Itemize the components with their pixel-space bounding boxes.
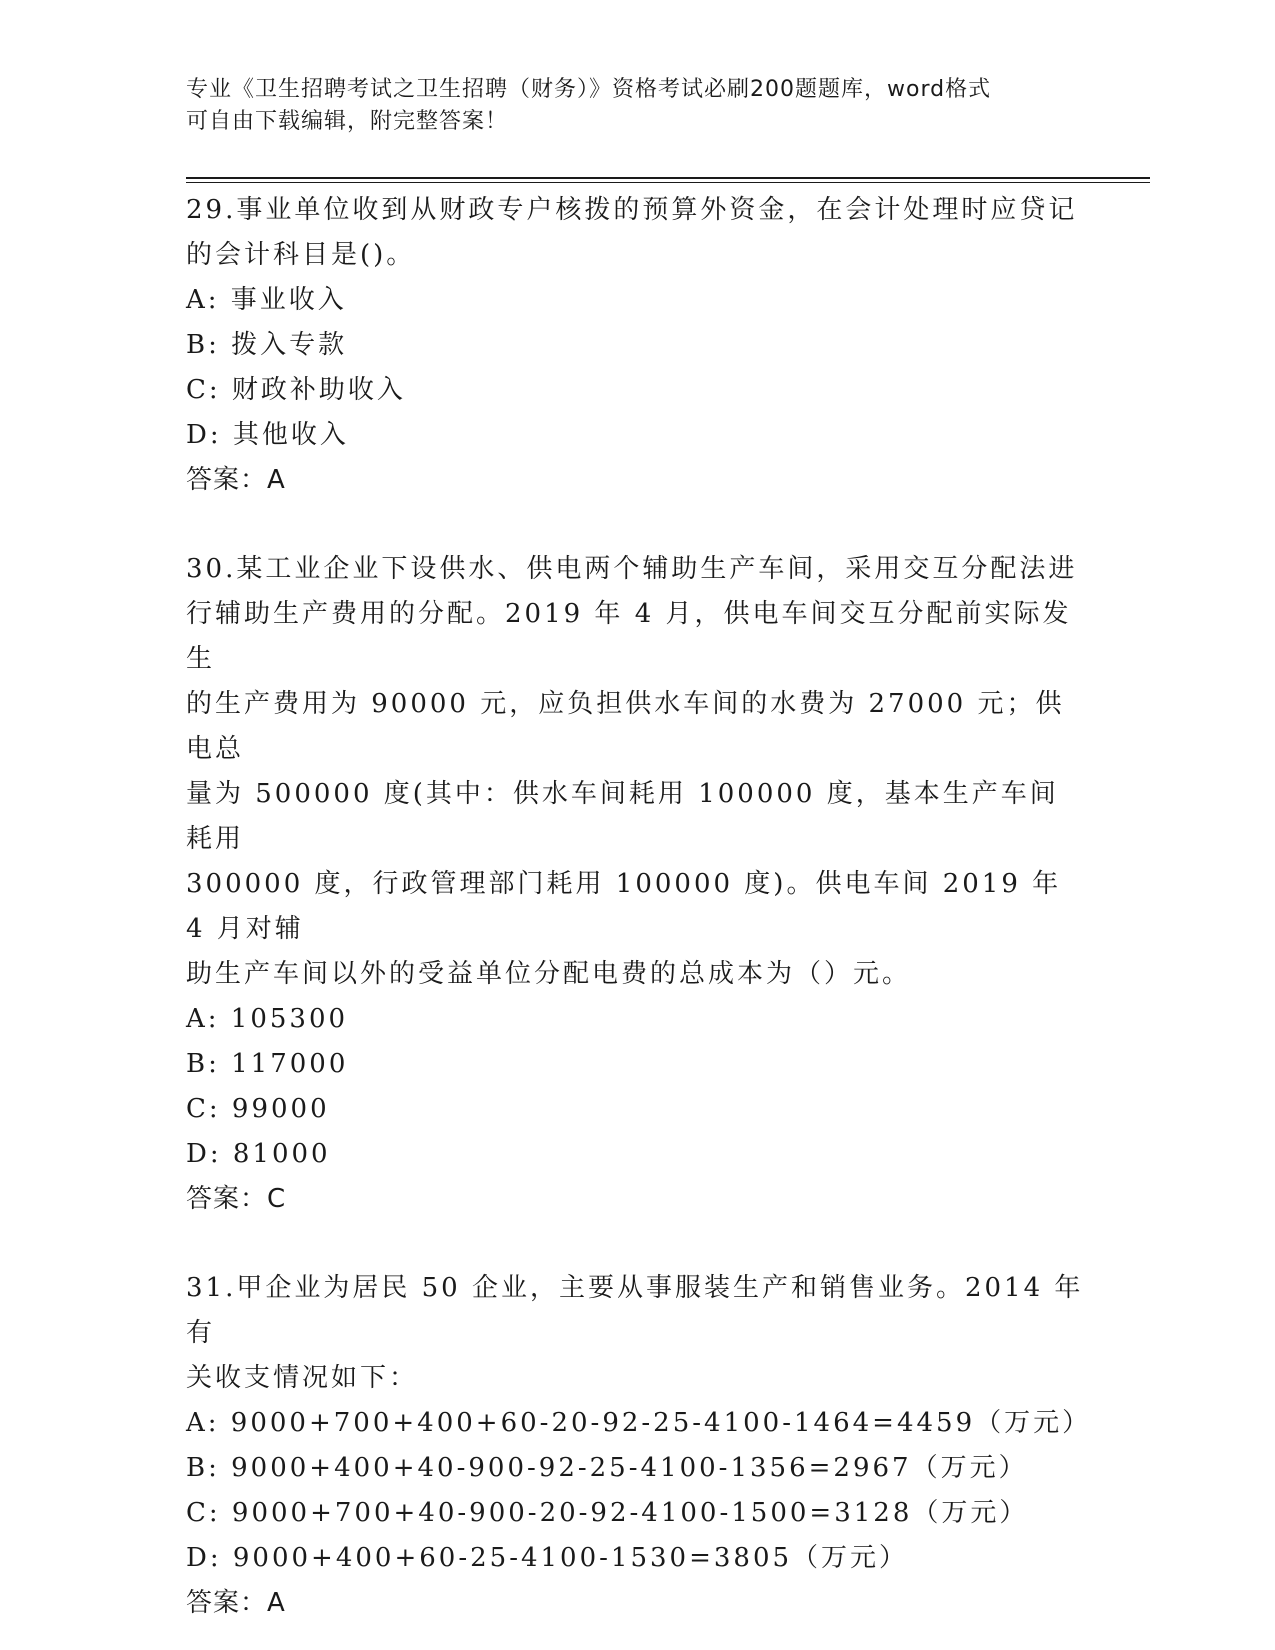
option-b: B: 拨入专款: [186, 330, 348, 360]
question-spacer: [186, 1222, 1086, 1266]
header-line-1: 专业《卫生招聘考试之卫生招聘（财务）》资格考试必刷200题题库，word格式: [186, 77, 992, 102]
question-stem-line: 行辅助生产费用的分配。2019 年 4 月，供电车间交互分配前实际发生: [186, 599, 1072, 674]
question-list: [186, 188, 1092, 1626]
option-d: D: 9000+400+60-25-4100-1530=3805（万元）: [186, 1543, 909, 1573]
option-b: B: 9000+400+40-900-92-25-4100-1356=2967（万元）: [186, 1453, 1028, 1483]
option-a: A: 事业收入: [186, 285, 347, 315]
option-b: B: 117000: [186, 1049, 349, 1079]
answer-line: 答案：C: [186, 1184, 287, 1214]
question-stem-line: 31.甲企业为居民 50 企业，主要从事服装生产和销售业务。2014 年有: [186, 1273, 1084, 1348]
question-31: [186, 1266, 1092, 1626]
header-line-2: 可自由下载编辑，附完整答案！: [186, 109, 509, 134]
option-a: A: 105300: [186, 1004, 349, 1034]
document-header: [186, 74, 1066, 138]
question-spacer: [186, 503, 1086, 547]
question-stem-line: 30.某工业企业下设供水、供电两个辅助生产车间，采用交互分配法进: [186, 554, 1078, 584]
header-divider: [186, 177, 1150, 183]
question-stem-line: 量为 500000 度(其中：供水车间耗用 100000 度，基本生产车间耗用: [186, 779, 1059, 854]
question-stem-line: 的生产费用为 90000 元，应负担供水车间的水费为 27000 元；供电总: [186, 689, 1065, 764]
option-a: A: 9000+700+400+60-20-92-25-4100-1464=4459（万元）: [186, 1408, 1092, 1438]
question-stem-line: 助生产车间以外的受益单位分配电费的总成本为（）元。: [186, 959, 912, 989]
answer-line: 答案：A: [186, 465, 286, 495]
option-c: C: 99000: [186, 1094, 330, 1124]
option-d: D: 81000: [186, 1139, 331, 1169]
option-d: D: 其他收入: [186, 420, 349, 450]
answer-line: 答案：A: [186, 1588, 286, 1618]
option-c: C: 财政补助收入: [186, 375, 406, 405]
option-c: C: 9000+700+40-900-20-92-4100-1500=3128（万元）: [186, 1498, 1029, 1528]
question-stem-line: 关收支情况如下：: [186, 1363, 419, 1393]
question-30: [186, 547, 1086, 1222]
question-stem-line: 300000 度，行政管理部门耗用 100000 度)。供电车间 2019 年 4 月对辅: [186, 869, 1062, 944]
question-stem-line: 29.事业单位收到从财政专户核拨的预算外资金，在会计处理时应贷记: [186, 195, 1078, 225]
question-stem-line: 的会计科目是()。: [186, 240, 416, 270]
question-29: [186, 188, 1086, 503]
